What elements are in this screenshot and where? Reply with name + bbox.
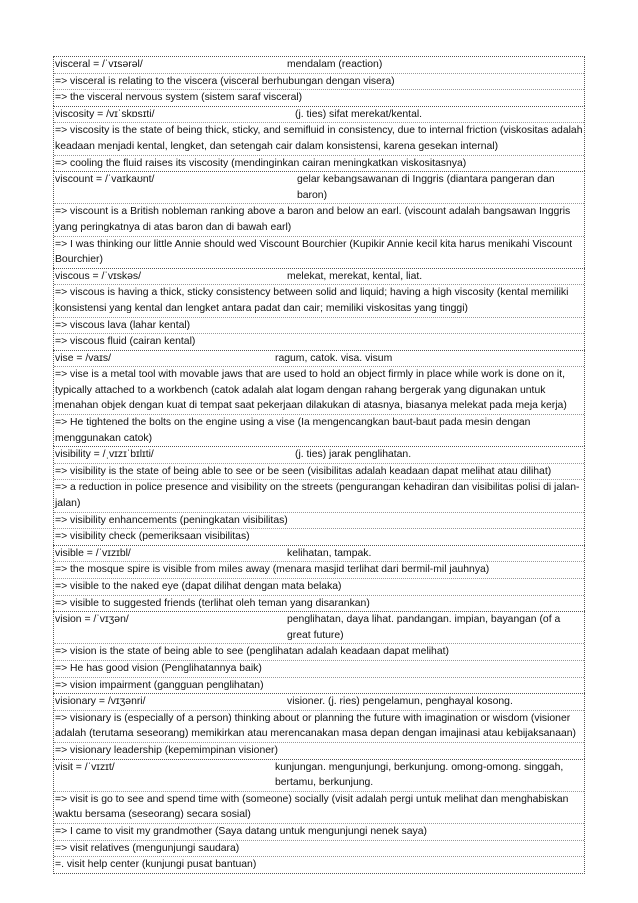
entry-visibility [53, 446, 585, 545]
headword: visionary = /vɪʒənri/ [55, 696, 146, 708]
headword: visceral = /ˈvɪsərəl/ [55, 59, 143, 70]
translation: ragum, catok. visa. visum [275, 352, 393, 364]
entry-vision [53, 611, 585, 693]
headword: visibility = /ˌvɪzɪˈbɪlɪti/ [55, 449, 154, 461]
example-line: => the mosque spire is visible from miles away (menara masjid terlihat dari bermil-mil jauhnya) [54, 562, 584, 579]
translation: mendalam (reaction) [287, 59, 383, 70]
example-line: => viscous fluid (cairan kental) [55, 336, 196, 348]
translation: kelihatan, tampak. [287, 547, 372, 559]
definition-line: => viscosity is the state of being thick, sticky, and semifluid in consistency, due to internal friction (viskositas adalah keadaan menjadi kental, lengket, dan setengah cair dalam konsistensi, karena gesekan internal) [54, 123, 584, 155]
translation: melekat, merekat, kental, liat. [287, 270, 423, 282]
entry-viscous [53, 268, 585, 350]
translation: (j. ties) jarak penglihatan. [295, 449, 412, 461]
headword: viscosity = /vɪˈskɒsɪti/ [55, 108, 155, 120]
example-line: => vision impairment (gangguan penglihatan) [55, 679, 264, 691]
entry-viscosity [53, 106, 585, 171]
example-line: => I came to visit my grandmother (Saya datang untuk mengunjungi nenek saya) [54, 824, 584, 841]
entry-viscount [53, 171, 585, 268]
entry-visceral [53, 56, 585, 106]
example-line: => the visceral nervous system (sistem saraf visceral) [55, 92, 303, 104]
definition-line: => viscount is a British nobleman ranking above a baron and below an earl. (viscount adalah bangsawan Inggris yang peringkatnya di atas baron dan di bawah earl) [54, 204, 584, 236]
translation: visioner. (j. ries) pengelamun, penghayal kosong. [287, 696, 513, 708]
entry-visionary [53, 693, 585, 758]
example-line: =. visit help center (kunjungi pusat bantuan) [55, 859, 257, 871]
translation: penglihatan, daya lihat. pandangan. impian, bayangan (of a great future) [287, 614, 561, 641]
entry-vise [53, 350, 585, 447]
example-line: => He tightened the bolts on the engine using a vise (Ia mengencangkan baut-baut pada mesin dengan menggunakan catok) [55, 417, 531, 444]
example-line: => a reduction in police presence and visibility on the streets (pengurangan kehadiran dan visibilitas polisi di jalan-jalan) [54, 480, 584, 512]
entry-visit [53, 759, 585, 874]
entry-visible [53, 545, 585, 611]
definition-line: => visit is go to see and spend time with (someone) socially (visit adalah pergi untuk melihat dan menghabiskan waktu bersama (seseorang) secara sosial) [54, 792, 584, 824]
definition-line: => vision is the state of being able to see (penglihatan adalah keadaan dapat melihat) [54, 644, 584, 661]
headword: vise = /vaɪs/ [55, 352, 111, 364]
example-line: => cooling the fluid raises its viscosity (mendinginkan cairan meningkatkan viskositasnya) [55, 157, 467, 169]
definition-line: => visceral is relating to the viscera (visceral berhubungan dengan visera) [54, 74, 584, 91]
headword: visit = /ˈvɪzɪt/ [55, 761, 115, 773]
definition-line: => viscous is having a thick, sticky consistency between solid and liquid; having a high viscosity (kental memiliki konsistensi yang kental dan lengket antara padat dan cair; memiliki viskositas yang tinggi) [54, 285, 584, 317]
translation: kunjungan. mengunjungi, berkunjung. omong-omong. singgah, bertamu, berkunjung. [275, 761, 564, 789]
headword: viscount = /ˈvaɪkaʊnt/ [55, 174, 155, 186]
example-line: => visible to suggested friends (terlihat oleh teman yang disarankan) [55, 597, 370, 609]
definition-line: => visibility is the state of being able to see or be seen (visibilitas adalah keadaan dapat melihat atau dilihat) [54, 464, 584, 481]
headword: viscous = /ˈvɪskəs/ [55, 270, 141, 282]
headword: vision = /ˈvɪʒən/ [55, 614, 129, 626]
example-line: => visibility check (pemeriksaan visibilitas) [55, 531, 250, 543]
example-line: => He has good vision (Penglihatannya baik) [54, 661, 584, 678]
translation: (j. ties) sifat merekat/kental. [295, 108, 423, 120]
example-line: => visibility enhancements (peningkatan visibilitas) [54, 513, 584, 530]
definition-line: => vise is a metal tool with movable jaws that are used to hold an object firmly in place while work is done on it, typically attached to a workbench (catok adalah alat logam dengan rahang bergerak yang digunakan untuk menahan objek dengan kuat di tempat saat pekerjaan dilakukan di atasnya, biasanya melekat pada meja kerja) [54, 367, 584, 415]
dictionary-page [53, 56, 585, 874]
example-line: => visionary leadership (kepemimpinan visioner) [55, 744, 278, 756]
example-line: => visible to the naked eye (dapat dilihat dengan mata belaka) [54, 579, 584, 596]
translation: gelar kebangsawanan di Inggris (diantara pangeran dan baron) [297, 174, 555, 201]
example-line: => visit relatives (mengunjungi saudara) [54, 841, 584, 858]
definition-line: => visionary is (especially of a person) thinking about or planning the future with imagination or wisdom (visioner adalah (terutama seseorang) memikirkan atau merencanakan masa depan dengan imajinasi atau kebijaksanaan) [54, 711, 584, 743]
headword: visible = /ˈvɪzɪbl/ [55, 547, 131, 559]
example-line: => I was thinking our little Annie should wed Viscount Bourchier (Kupikir Annie kecil kita harus menikahi Viscount Bourchier) [55, 238, 573, 266]
example-line: => viscous lava (lahar kental) [54, 318, 584, 335]
